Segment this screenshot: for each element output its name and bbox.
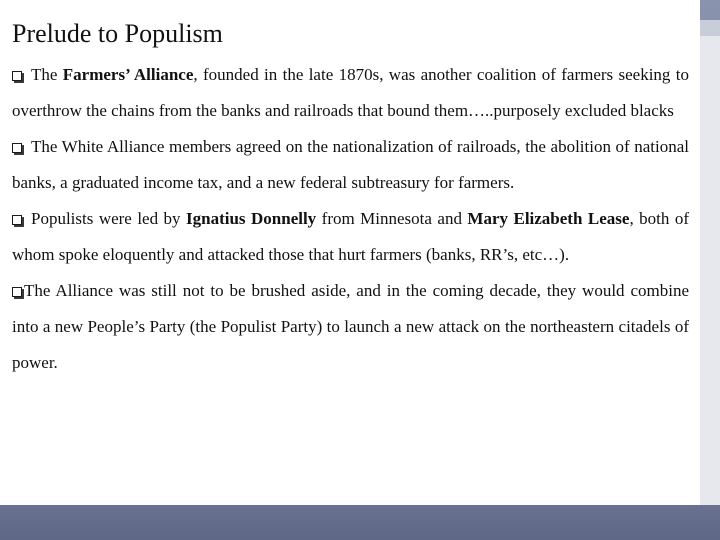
checkbox-bullet-icon	[12, 71, 22, 81]
slide-title: Prelude to Populism	[12, 19, 223, 48]
bullet-item-peoples-party	[12, 273, 689, 381]
bold-term: Farmers’ Alliance	[62, 65, 194, 84]
bold-term: Mary Elizabeth Lease	[467, 209, 630, 228]
checkbox-bullet-icon	[12, 143, 22, 153]
bullet-text: The White Alliance members agreed on the nationalization of railroads, the abolition of national banks, a graduated income tax, and a new federal subtreasury for farmers.	[12, 137, 689, 192]
bullet-text: , founded in the late 1870s, was another coalition of farmers seeking to overthrow the chains from the banks and railroads that bound them…..purposely excluded blacks	[12, 65, 689, 120]
footer-band	[0, 505, 720, 540]
bullet-text: from Minnesota and	[316, 209, 468, 228]
checkbox-bullet-icon	[12, 287, 22, 297]
bullet-item-white-alliance	[12, 129, 689, 201]
bullet-item-farmers-alliance	[12, 57, 689, 129]
bullet-item-populist-leaders	[12, 201, 689, 273]
bullet-list	[12, 57, 689, 381]
bullet-text: The	[31, 65, 63, 84]
bullet-text: Populists were led by	[31, 209, 187, 228]
bold-term: Ignatius Donnelly	[186, 209, 317, 228]
bullet-text: The Alliance was still not to be brushed aside, and in the coming decade, they would combine into a new People’s Party (the Populist Party) to launch a new attack on the northeastern citadels of power.	[12, 281, 689, 372]
checkbox-bullet-icon	[12, 215, 22, 225]
bullet-text: , both of whom spoke eloquently and attacked those that hurt farmers (banks, RR’s, etc…).	[12, 209, 690, 264]
